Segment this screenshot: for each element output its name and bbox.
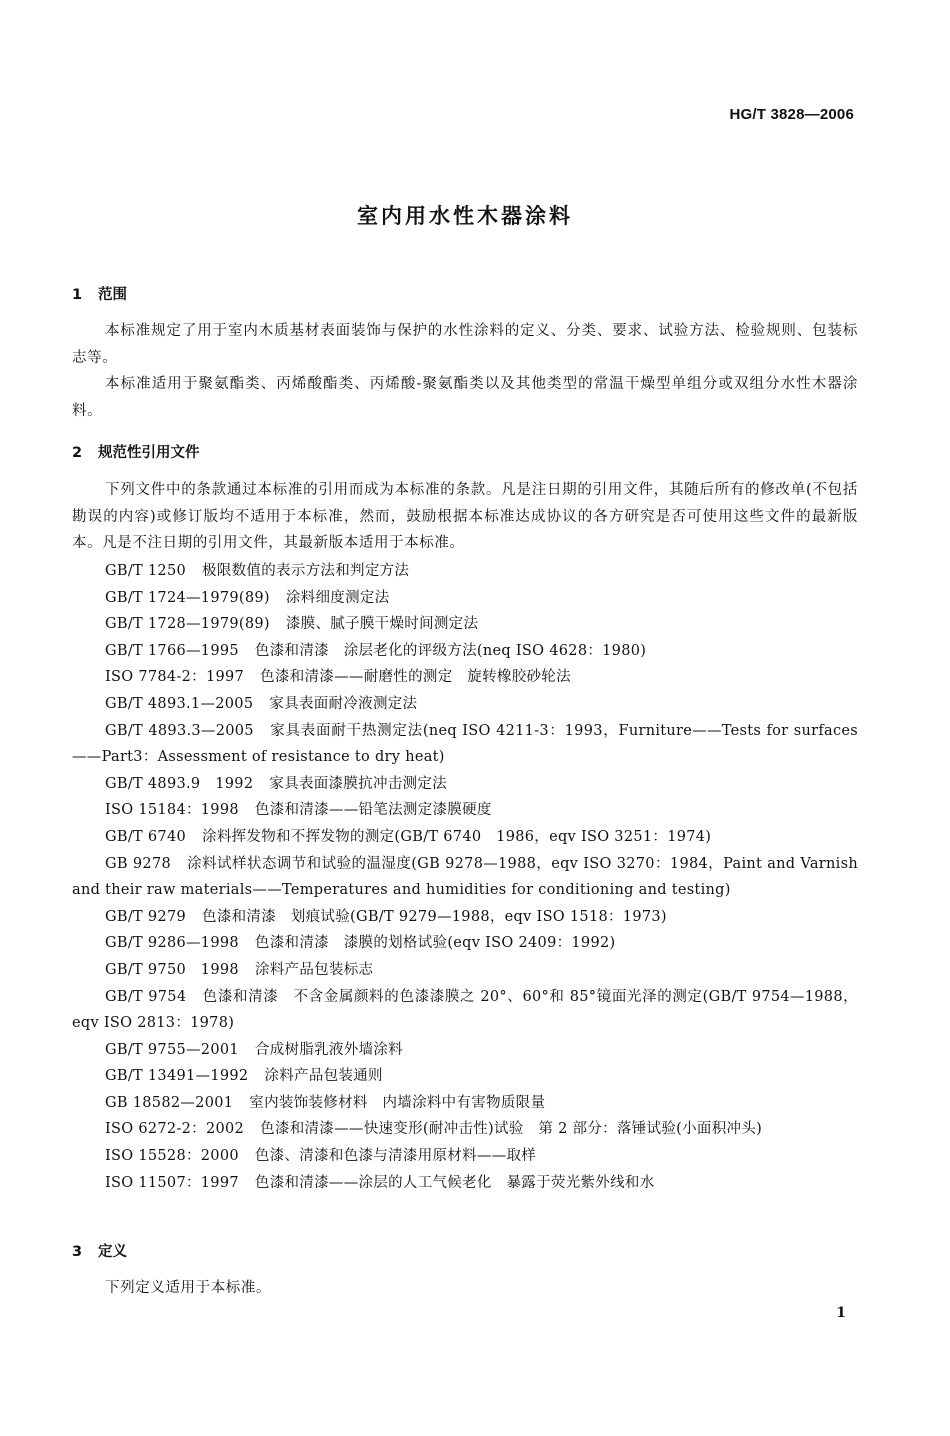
section-title: 定义 — [98, 1244, 127, 1260]
reference-code: ISO 15528：2000 — [105, 1148, 239, 1165]
definitions-intro-paragraph: 下列定义适用于本标准。 — [105, 1280, 272, 1296]
reference-item — [72, 771, 858, 798]
reference-title: 色漆和清漆 划痕试验(GB/T 9279—1988，eqv ISO 1518：1973) — [202, 908, 667, 925]
reference-title: 色漆和清漆——铅笔法测定漆膜硬度 — [254, 802, 492, 819]
reference-title: 色漆和清漆 漆膜的划格试验(eqv ISO 2409：1992) — [254, 935, 616, 952]
section-2-heading — [72, 441, 200, 462]
reference-title: 涂料产品包装标志 — [254, 961, 374, 978]
reference-item — [72, 1037, 858, 1064]
reference-code: GB 9278 — [105, 855, 171, 872]
reference-item — [72, 718, 858, 771]
reference-code: GB/T 6740 — [105, 828, 187, 845]
reference-item — [72, 691, 858, 718]
reference-item — [72, 1116, 858, 1143]
reference-title: 合成树脂乳液外墙涂料 — [254, 1041, 403, 1058]
reference-title: 室内装饰装修材料 内墙涂料中有害物质限量 — [249, 1094, 546, 1111]
reference-code: GB/T 4893.1—2005 — [105, 695, 254, 712]
reference-item — [72, 957, 858, 984]
reference-item — [72, 1063, 858, 1090]
reference-title: 极限数值的表示方法和判定方法 — [202, 563, 410, 579]
section-title: 规范性引用文件 — [98, 445, 200, 461]
reference-code: GB/T 9755—2001 — [105, 1041, 239, 1058]
reference-item — [72, 585, 858, 612]
reference-item — [72, 558, 858, 585]
reference-title: 色漆和清漆——涂层的人工气候老化 暴露于荧光紫外线和水 — [254, 1174, 655, 1191]
reference-code: GB/T 1724—1979(89) — [105, 589, 270, 606]
reference-title: 家具表面耐干热测定法(neq ISO 4211-3：1993，Furniture——Tests for surfaces——Part3：Assessment of resistance to dry heat) — [72, 722, 859, 766]
reference-title: 色漆和清漆——耐磨性的测定 旋转橡胶砂轮法 — [260, 669, 571, 686]
reference-title: 色漆和清漆——快速变形(耐冲击性)试验 第 2 部分：落锤试验(小面积冲头) — [260, 1121, 763, 1138]
reference-title: 涂料产品包装通则 — [264, 1068, 383, 1085]
reference-title: 涂料细度测定法 — [285, 589, 390, 606]
reference-title: 漆膜、腻子膜干燥时间测定法 — [285, 616, 479, 633]
reference-item — [72, 930, 858, 957]
reference-item — [72, 824, 858, 851]
document-title: 室内用水性木器涂料 — [357, 203, 573, 228]
reference-item — [72, 797, 858, 824]
reference-title: 家具表面耐冷液测定法 — [269, 695, 418, 712]
reference-item — [72, 1090, 858, 1117]
references-intro-paragraph: 下列文件中的条款通过本标准的引用而成为本标准的条款。凡是注日期的引用文件，其随后所有的修改单(不包括勘误的内容)或修订版均不适用于本标准，然而，鼓励根据本标准达成协议的各方研究是否可使用这些文件的最新版本。凡是不注日期的引用文件，其最新版本适用于本标准。 — [72, 482, 858, 551]
section-1-heading — [72, 283, 127, 304]
reference-title: 涂料试样状态调节和试验的温湿度(GB 9278—1988，eqv ISO 3270：1984，Paint and Varnish and their raw materials——Temperatures and humidities for conditioning and testing) — [72, 855, 858, 899]
reference-item — [72, 1170, 858, 1197]
reference-code: GB/T 9279 — [105, 908, 187, 925]
reference-title: 色漆、清漆和色漆与清漆用原材料——取样 — [254, 1148, 537, 1165]
reference-code: ISO 11507：1997 — [105, 1174, 239, 1191]
reference-code: ISO 15184：1998 — [105, 802, 239, 819]
reference-item — [72, 1143, 858, 1170]
reference-code: ISO 6272-2：2002 — [105, 1121, 245, 1138]
page-number: 1 — [836, 1305, 846, 1321]
reference-title: 涂料挥发物和不挥发物的测定(GB/T 6740 1986，eqv ISO 3251：1974) — [202, 828, 712, 845]
reference-code: GB/T 9286—1998 — [105, 935, 239, 952]
reference-code: GB/T 9750 1998 — [105, 961, 239, 978]
reference-code: GB/T 1250 — [105, 563, 187, 579]
scope-paragraph-2: 本标准适用于聚氨酯类、丙烯酸酯类、丙烯酸-聚氨酯类以及其他类型的常温干燥型单组分或双组分水性木器涂料。 — [72, 376, 858, 419]
reference-list — [72, 558, 858, 1196]
reference-item — [72, 904, 858, 931]
reference-title: 家具表面漆膜抗冲击测定法 — [269, 775, 447, 792]
reference-item — [72, 851, 858, 904]
section-3-heading — [72, 1240, 127, 1261]
section-number: 2 — [72, 445, 83, 461]
reference-item — [72, 638, 858, 665]
reference-title: 色漆和清漆 不含金属颜料的色漆漆膜之 20°、60°和 85°镜面光泽的测定(GB/T 9754—1988，eqv ISO 2813：1978) — [72, 988, 858, 1032]
reference-code: GB/T 1728—1979(89) — [105, 616, 270, 633]
section-number: 1 — [72, 287, 83, 303]
reference-code: GB/T 4893.3—2005 — [105, 722, 254, 739]
section-number: 3 — [72, 1244, 83, 1260]
reference-item — [72, 611, 858, 638]
reference-code: GB 18582—2001 — [105, 1094, 234, 1111]
scope-paragraph-1: 本标准规定了用于室内木质基材表面装饰与保护的水性涂料的定义、分类、要求、试验方法、检验规则、包装标志等。 — [72, 323, 858, 366]
standard-number: HG/T 3828—2006 — [729, 106, 854, 123]
reference-title: 色漆和清漆 涂层老化的评级方法(neq ISO 4628：1980) — [254, 642, 647, 659]
reference-item — [72, 984, 858, 1037]
section-title: 范围 — [98, 287, 127, 303]
reference-code: GB/T 4893.9 1992 — [105, 775, 254, 792]
reference-code: GB/T 1766—1995 — [105, 642, 239, 659]
reference-item — [72, 664, 858, 691]
reference-code: GB/T 9754 — [105, 988, 187, 1005]
reference-code: ISO 7784-2：1997 — [105, 669, 245, 686]
reference-code: GB/T 13491—1992 — [105, 1068, 249, 1085]
